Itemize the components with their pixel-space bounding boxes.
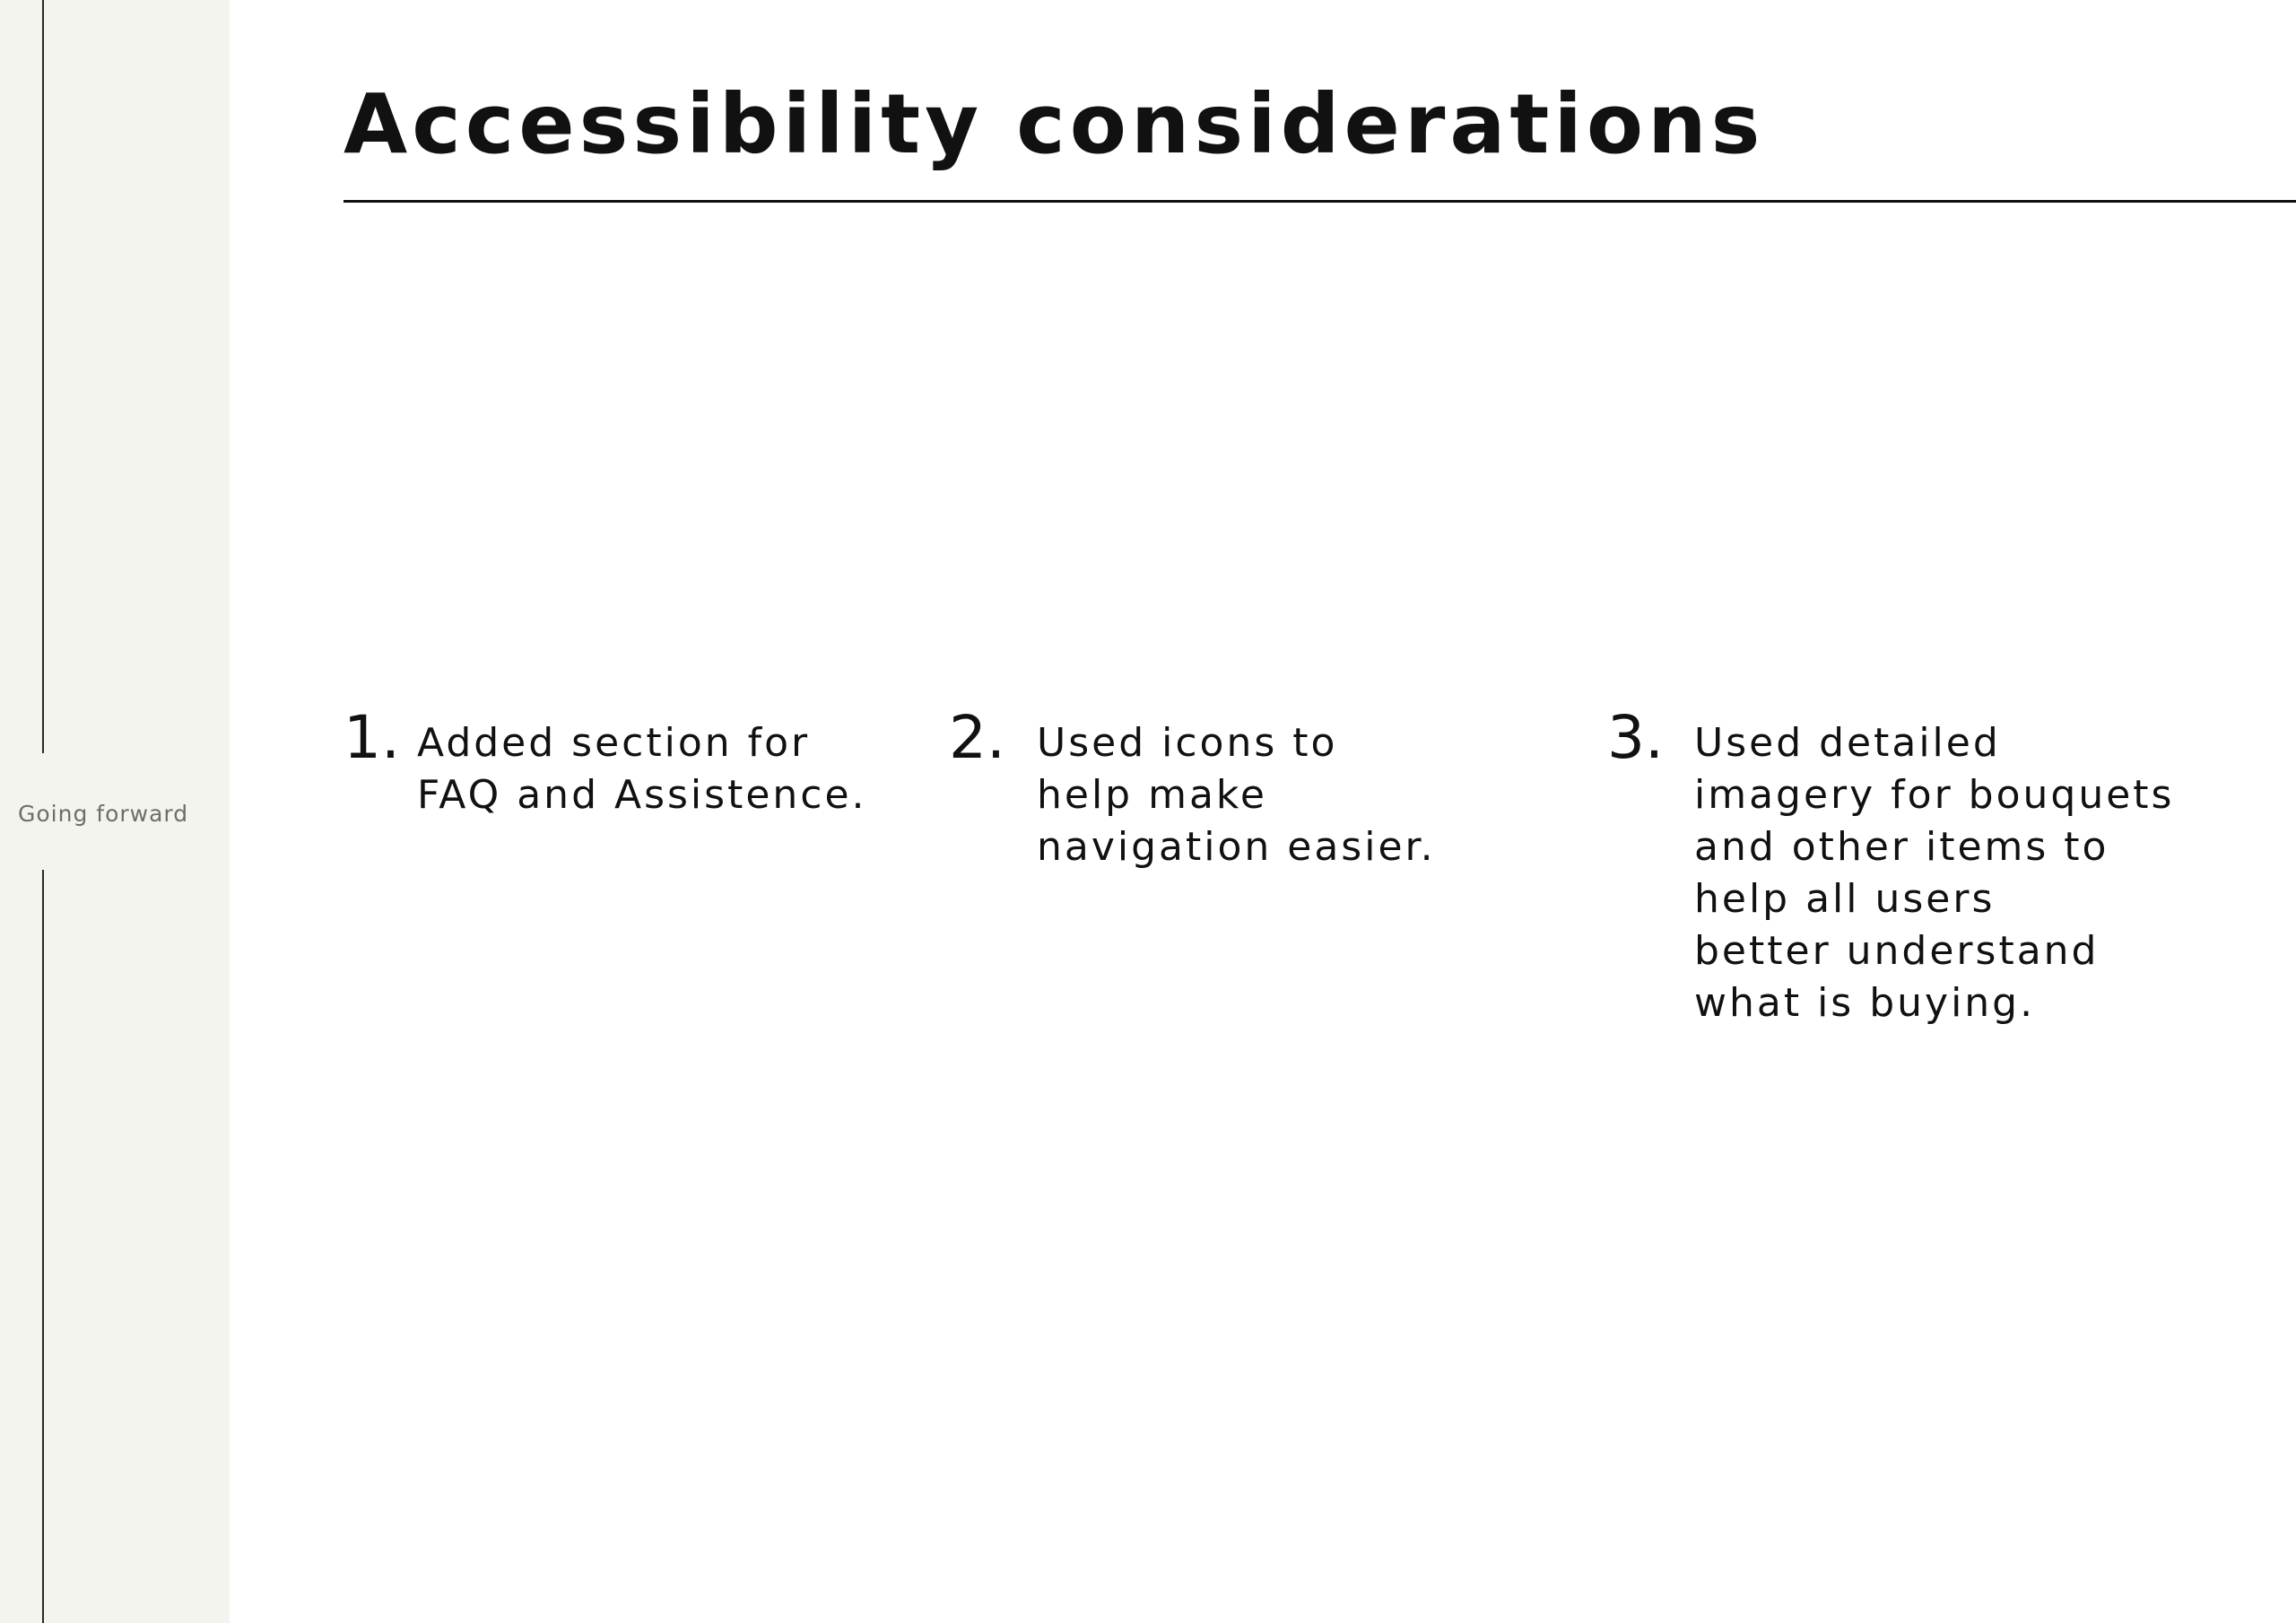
item-text [417,717,867,821]
sidebar [0,0,230,1623]
item-number: 2. [949,703,1005,772]
item-text-line: help make [1037,772,1267,818]
item-text-line: what is buying. [1694,980,2036,1026]
item-text-line: Added section for [417,720,811,766]
sidebar-divider-top [42,0,44,753]
title-underline [344,200,2296,203]
item-text-line: navigation easier. [1037,824,1436,870]
item-text [1037,717,1436,873]
item-text [1694,717,2174,1029]
item-text-line: and other items to [1694,824,2109,870]
item-text-line: imagery for bouquets [1694,772,2175,818]
sidebar-divider-bottom [42,870,44,1623]
section-label: Going forward [18,801,189,827]
item-number: 3. [1607,703,1664,772]
item-text-line: Used icons to [1037,720,1338,766]
item-text-line: better understand [1694,928,2100,974]
item-text-line: Used detailed [1694,720,2001,766]
page-title: Accessibility considerations [344,76,1765,172]
item-number: 1. [344,703,400,772]
item-text-line: help all users [1694,876,1996,922]
item-text-line: FAQ and Assistence. [417,772,867,818]
